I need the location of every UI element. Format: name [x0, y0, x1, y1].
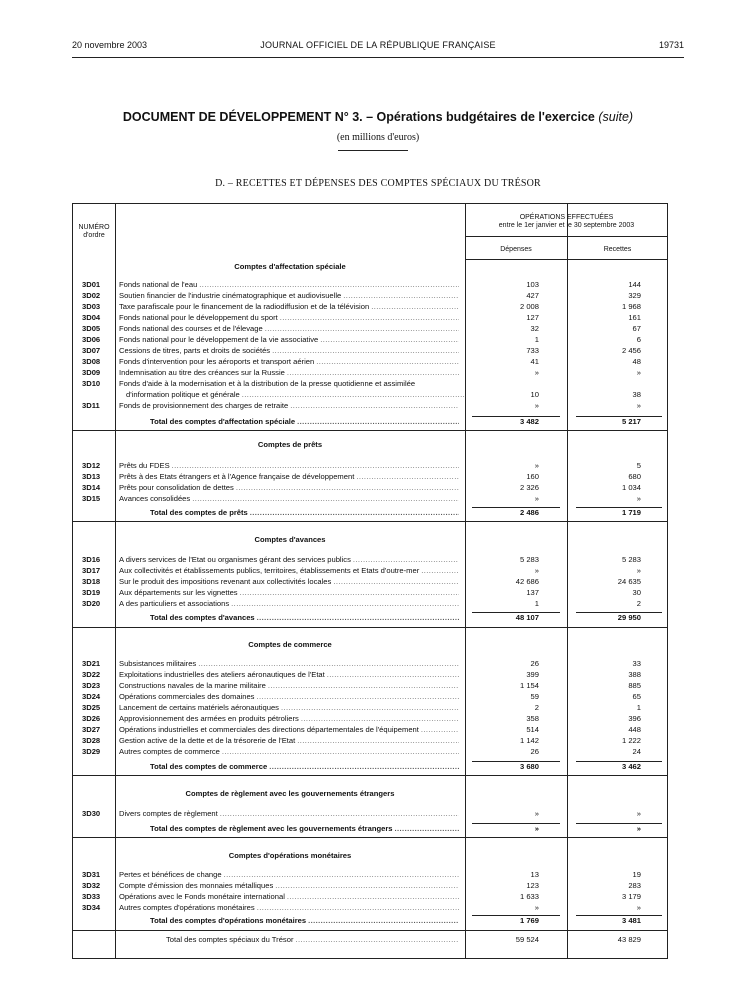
row-code: 3D18	[82, 577, 101, 586]
total-recettes: »	[636, 824, 641, 833]
column-header-numero-line1: NUMÉRO	[78, 224, 110, 231]
total-depenses: »	[534, 824, 539, 833]
table-row	[72, 869, 668, 880]
table-row	[72, 400, 668, 411]
row-code: 3D08	[82, 357, 101, 366]
row-recettes: 33	[632, 659, 641, 668]
section-rule	[72, 930, 668, 931]
row-recettes: 1 222	[621, 736, 641, 745]
row-code: 3D17	[82, 566, 101, 575]
row-code: 3D19	[82, 588, 101, 597]
row-recettes: 24 635	[617, 577, 641, 586]
row-label: Fonds national pour le développement du sport .....	[119, 312, 459, 323]
column-header-operations-title: OPÉRATIONS EFFECTUÉES	[519, 214, 614, 221]
table-row	[72, 460, 668, 471]
row-depenses: 1	[534, 335, 539, 344]
row-recettes: 24	[632, 747, 641, 756]
table-row	[72, 724, 668, 735]
row-code: 3D23	[82, 681, 101, 690]
row-depenses: 733	[526, 346, 539, 355]
total-recettes: 1 719	[621, 508, 641, 517]
total-label: Total des comptes d'avances .....	[150, 612, 459, 623]
document-title-main: DOCUMENT DE DÉVELOPPEMENT N° 3. – Opérations budgétaires de l'exercice	[122, 110, 595, 124]
table-row	[72, 680, 668, 691]
row-label: Taxe parafiscale pour le financement de la radiodiffusion et de la télévision .....	[119, 301, 459, 312]
row-code: 3D16	[82, 555, 101, 564]
row-recettes: »	[636, 566, 641, 575]
running-header	[72, 40, 684, 56]
total-recettes: 29 950	[617, 613, 641, 622]
table-row	[72, 471, 668, 482]
document-title	[72, 110, 684, 124]
row-code: 3D15	[82, 494, 101, 503]
header-page-number: 19731	[658, 40, 684, 50]
row-depenses: 26	[530, 659, 539, 668]
row-recettes: 65	[632, 692, 641, 701]
row-label: Divers comptes de règlement .....	[119, 808, 459, 819]
row-label: Opérations industrielles et commerciales des directions départementales de l'équipement .....	[119, 724, 459, 735]
row-depenses: 514	[526, 725, 539, 734]
row-label: A des particuliers et associations .....	[119, 598, 459, 609]
row-depenses: 123	[526, 881, 539, 890]
row-recettes: 2	[636, 599, 641, 608]
table-row	[72, 587, 668, 598]
row-recettes: 5 283	[621, 555, 641, 564]
row-label: Autres comptes de commerce .....	[119, 746, 459, 757]
row-recettes: 396	[628, 714, 641, 723]
table-row	[72, 554, 668, 565]
row-code: 3D21	[82, 659, 101, 668]
row-depenses: 2 326	[519, 483, 539, 492]
total-label: Total des comptes de commerce .....	[150, 761, 459, 772]
row-code: 3D04	[82, 313, 101, 322]
section-rule	[72, 837, 668, 838]
row-recettes: 448	[628, 725, 641, 734]
table-row	[72, 493, 668, 504]
table-row	[72, 891, 668, 902]
total-label: Total des comptes d'affectation spéciale .....	[150, 416, 459, 427]
table-row	[72, 356, 668, 367]
row-code: 3D07	[82, 346, 101, 355]
grand-total-row	[72, 934, 668, 945]
row-label: Prêts à des Etats étrangers et à l'Agence française de développement .....	[119, 471, 459, 482]
row-depenses: 13	[530, 870, 539, 879]
row-code: 3D11	[82, 401, 100, 410]
row-depenses: »	[534, 401, 539, 410]
row-depenses: 1	[534, 599, 539, 608]
table-row	[72, 334, 668, 345]
table-row	[72, 367, 668, 378]
row-label: Exploitations industrielles des ateliers aéronautiques de l'Etat .....	[119, 669, 459, 680]
row-recettes: 144	[628, 280, 641, 289]
table-row	[72, 279, 668, 290]
header-rule-operations	[465, 236, 668, 237]
row-recettes: 67	[632, 324, 641, 333]
total-label: Total des comptes de prêts .....	[150, 507, 459, 518]
row-depenses: »	[534, 368, 539, 377]
row-depenses: 41	[530, 357, 539, 366]
table-row	[72, 713, 668, 724]
row-label: Fonds d'intervention pour les aéroports et transport aérien .....	[119, 356, 459, 367]
row-label: Soutien financier de l'industrie cinématographique et audiovisuelle .....	[119, 290, 459, 301]
total-depenses: 3 482	[519, 417, 539, 426]
row-label: Indemnisation au titre des créances sur la Russie .....	[119, 367, 459, 378]
header-journal: JOURNAL OFFICIEL DE LA RÉPUBLIQUE FRANÇAISE	[260, 40, 496, 50]
row-depenses: 160	[526, 472, 539, 481]
row-code: 3D24	[82, 692, 101, 701]
row-depenses: »	[534, 494, 539, 503]
row-recettes: 283	[628, 881, 641, 890]
row-recettes: 5	[636, 461, 641, 470]
table-row	[72, 691, 668, 702]
row-code: 3D09	[82, 368, 101, 377]
total-label: Total des comptes d'opérations monétaires .....	[150, 915, 459, 926]
row-code: 3D30	[82, 809, 101, 818]
row-code: 3D03	[82, 302, 101, 311]
row-label: Compte d'émission des monnaies métalliques .....	[119, 880, 459, 891]
row-label: Gestion active de la dette et de la trésorerie de l'Etat .....	[119, 735, 459, 746]
row-label: Sur le produit des impositions revenant aux collectivités locales .....	[119, 576, 459, 587]
row-depenses: 2	[534, 703, 539, 712]
row-depenses: »	[534, 809, 539, 818]
row-label: Fonds de provisionnement des charges de retraite .....	[119, 400, 459, 411]
row-depenses: »	[534, 566, 539, 575]
row-depenses: »	[534, 461, 539, 470]
total-depenses: 1 769	[519, 916, 539, 925]
row-recettes: »	[636, 401, 641, 410]
row-label: Fonds national de l'eau .....	[119, 279, 459, 290]
column-header-numero-line2: d'ordre	[83, 232, 105, 239]
row-code: 3D20	[82, 599, 101, 608]
row-depenses: 127	[526, 313, 539, 322]
section-rule	[72, 521, 668, 522]
row-label: Fonds national pour le développement de la vie associative .....	[119, 334, 459, 345]
row-depenses: 5 283	[519, 555, 539, 564]
row-code: 3D06	[82, 335, 101, 344]
table-row	[72, 301, 668, 312]
row-code: 3D25	[82, 703, 101, 712]
grand-total-depenses: 59 524	[515, 935, 539, 944]
total-row	[72, 915, 668, 926]
row-recettes: 19	[632, 870, 641, 879]
row-depenses: 103	[526, 280, 539, 289]
total-recettes: 5 217	[621, 417, 641, 426]
table-row	[72, 746, 668, 757]
row-depenses: 1 633	[519, 892, 539, 901]
row-code: 3D14	[82, 483, 101, 492]
table-row	[72, 598, 668, 609]
row-code: 3D32	[82, 881, 101, 890]
row-label: Prêts du FDES .....	[119, 460, 459, 471]
total-recettes: 3 462	[621, 762, 641, 771]
row-code: 3D12	[82, 461, 101, 470]
row-label: Subsistances militaires .....	[119, 658, 459, 669]
row-code: 3D10	[82, 379, 101, 388]
grand-total-label: Total des comptes spéciaux du Trésor .....	[166, 934, 459, 945]
column-header-depenses: Dépenses	[500, 246, 532, 253]
row-label: Autres comptes d'opérations monétaires .....	[119, 902, 459, 913]
row-recettes: 1 034	[621, 483, 641, 492]
row-code: 3D26	[82, 714, 101, 723]
table-row	[72, 880, 668, 891]
category-reglement: Comptes de règlement avec les gouvernements étrangers	[185, 789, 395, 798]
row-recettes: 30	[632, 588, 641, 597]
table-row	[72, 669, 668, 680]
row-label: Avances consolidées .....	[119, 493, 459, 504]
row-label: A divers services de l'Etat ou organismes gérant des services publics .....	[119, 554, 459, 565]
row-recettes: 1	[636, 703, 641, 712]
row-code: 3D29	[82, 747, 101, 756]
header-rule-columns	[465, 259, 668, 260]
document-title-suite: (suite)	[598, 110, 634, 124]
row-label: Opérations commerciales des domaines .....	[119, 691, 459, 702]
column-header-period: entre le 1er janvier et le 30 septembre 2003	[498, 222, 635, 229]
total-depenses: 2 486	[519, 508, 539, 517]
column-header-recettes: Recettes	[603, 246, 632, 253]
header-date: 20 novembre 2003	[72, 40, 148, 50]
row-code: 3D28	[82, 736, 101, 745]
row-label: Lancement de certains matériels aéronautiques .....	[119, 702, 459, 713]
section-rule	[72, 430, 668, 431]
row-label: Opérations avec le Fonds monétaire international .....	[119, 891, 459, 902]
table-row	[72, 378, 668, 389]
total-depenses: 3 680	[519, 762, 539, 771]
category-monetaires: Comptes d'opérations monétaires	[228, 851, 352, 860]
row-depenses: 399	[526, 670, 539, 679]
table-row	[72, 290, 668, 301]
row-recettes: 6	[636, 335, 641, 344]
row-recettes: »	[636, 494, 641, 503]
row-recettes: 38	[632, 390, 641, 399]
row-code: 3D33	[82, 892, 101, 901]
column-header-numero	[73, 224, 115, 240]
row-label: Approvisionnement des armées en produits pétroliers .....	[119, 713, 459, 724]
row-code: 3D31	[82, 870, 101, 879]
total-row	[72, 507, 668, 518]
row-label: Fonds d'aide à la modernisation et à la distribution de la presse quotidienne et assimilée	[119, 379, 416, 388]
section-title: D. – RECETTES ET DÉPENSES DES COMPTES SPÉCIAUX DU TRÉSOR	[215, 178, 541, 189]
table-row	[72, 576, 668, 587]
category-avances: Comptes d'avances	[254, 535, 326, 544]
section-rule	[72, 775, 668, 776]
table-row	[72, 323, 668, 334]
table-row	[72, 808, 668, 819]
row-recettes: 885	[628, 681, 641, 690]
table-row	[72, 389, 668, 400]
row-recettes: 2 456	[621, 346, 641, 355]
row-code: 3D22	[82, 670, 101, 679]
table-row	[72, 482, 668, 493]
table-row	[72, 735, 668, 746]
row-recettes: 329	[628, 291, 641, 300]
row-code: 3D02	[82, 291, 101, 300]
row-label: Cessions de titres, parts et droits de sociétés .....	[119, 345, 459, 356]
row-depenses: 42 686	[515, 577, 539, 586]
table-row	[72, 902, 668, 913]
row-code: 3D01	[82, 280, 101, 289]
row-recettes: 48	[632, 357, 641, 366]
table-row	[72, 702, 668, 713]
header-rule	[72, 57, 684, 58]
row-recettes: »	[636, 368, 641, 377]
row-recettes: 680	[628, 472, 641, 481]
total-row	[72, 823, 668, 834]
grand-total-recettes: 43 829	[617, 935, 641, 944]
row-depenses: 10	[530, 390, 539, 399]
row-depenses: 32	[530, 324, 539, 333]
total-recettes: 3 481	[621, 916, 641, 925]
column-header-operations	[465, 214, 668, 230]
row-code: 3D34	[82, 903, 101, 912]
row-depenses: 26	[530, 747, 539, 756]
row-recettes: 1 968	[621, 302, 641, 311]
row-label: Aux départements sur les vignettes .....	[119, 587, 459, 598]
row-code: 3D27	[82, 725, 101, 734]
category-affectation: Comptes d'affectation spéciale	[234, 262, 346, 271]
total-depenses: 48 107	[515, 613, 539, 622]
row-label: Pertes et bénéfices de change .....	[119, 869, 459, 880]
category-prets: Comptes de prêts	[257, 440, 323, 449]
row-code: 3D13	[82, 472, 101, 481]
row-label: d'information politique et générale .....	[126, 389, 466, 400]
row-recettes: 3 179	[621, 892, 641, 901]
row-depenses: 2 008	[519, 302, 539, 311]
total-row	[72, 416, 668, 427]
row-label: Aux collectivités et établissements publics, territoires, établissements et Etats d'outre-mer .....	[119, 565, 459, 576]
total-label: Total des comptes de règlement avec les gouvernements étrangers .....	[150, 823, 459, 834]
row-label: Constructions navales de la marine militaire .....	[119, 680, 459, 691]
row-depenses: 59	[530, 692, 539, 701]
row-recettes: 388	[628, 670, 641, 679]
row-depenses: 1 142	[519, 736, 539, 745]
table-row	[72, 565, 668, 576]
row-code: 3D05	[82, 324, 101, 333]
row-recettes: »	[636, 809, 641, 818]
row-depenses: 1 154	[519, 681, 539, 690]
category-commerce: Comptes de commerce	[248, 640, 332, 649]
row-depenses: 137	[526, 588, 539, 597]
table-row	[72, 658, 668, 669]
table-row	[72, 345, 668, 356]
title-rule	[338, 150, 408, 151]
document-unit: (en millions d'euros)	[336, 132, 420, 143]
row-recettes: »	[636, 903, 641, 912]
total-row	[72, 761, 668, 772]
row-depenses: »	[534, 903, 539, 912]
row-depenses: 358	[526, 714, 539, 723]
row-label: Prêts pour consolidation de dettes .....	[119, 482, 459, 493]
table-row	[72, 312, 668, 323]
row-label: Fonds national des courses et de l'élevage .....	[119, 323, 459, 334]
total-row	[72, 612, 668, 623]
row-recettes: 161	[628, 313, 641, 322]
section-rule	[72, 627, 668, 628]
row-depenses: 427	[526, 291, 539, 300]
